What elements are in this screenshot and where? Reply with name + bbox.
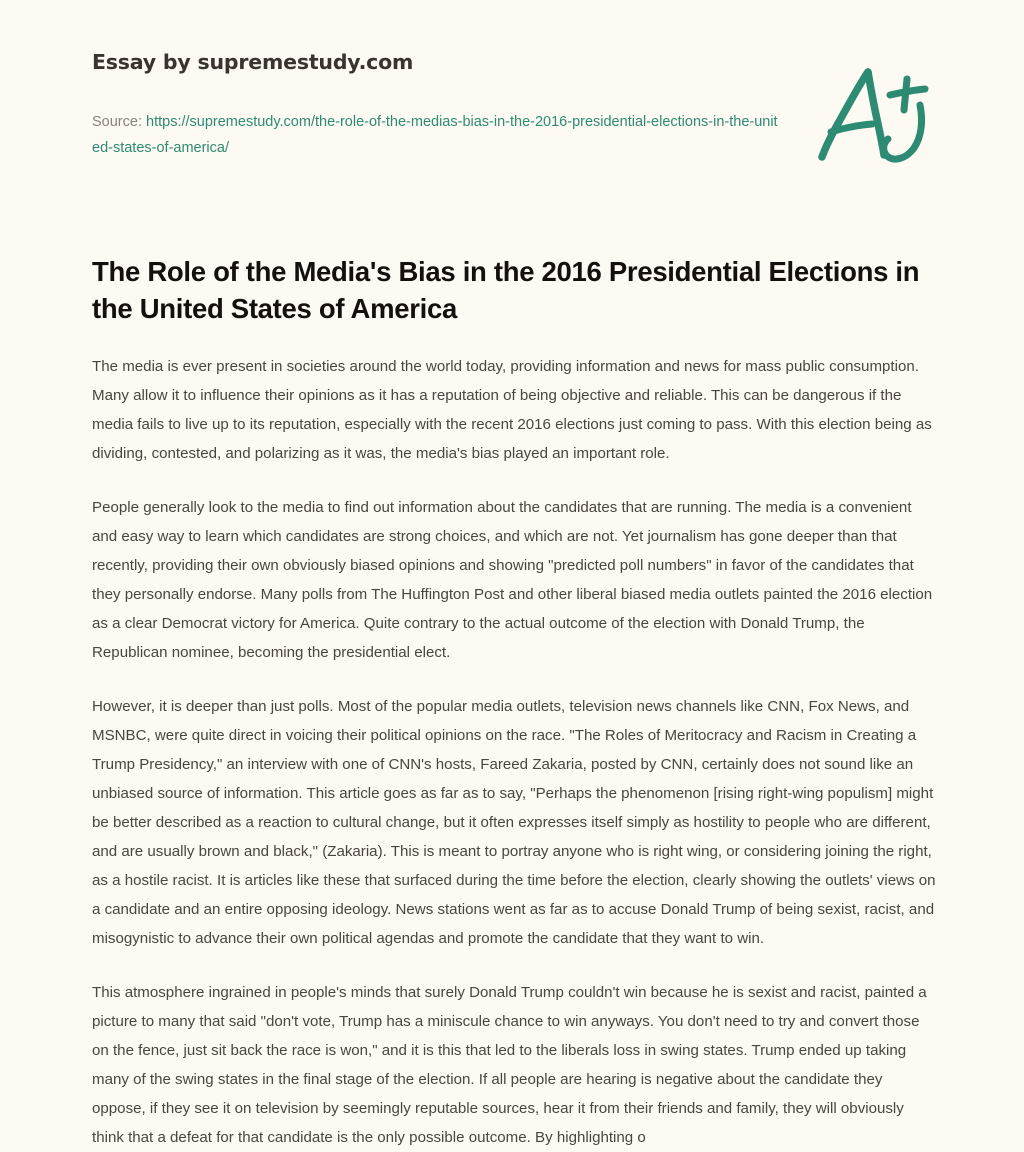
body-paragraph: This atmosphere ingrained in people's minds that surely Donald Trump couldn't win because he is sexist and racist, painted a picture to many that said "don't vote, Trump has a miniscule chance to win anyways. You don't need to try and convert those on the fence, just sit back the race is won," and it is this that led to the liberals loss in swing states. Trump ended up taking many of the swing states in the final stage of the election. If all people are hearing is negative about the candidate they oppose, if they see it on television by seemingly reputable sources, hear it from their friends and family, they will obviously think that a defeat for that candidate is the only possible outcome. By highlighting o xyxy=(92,984,927,1146)
source-url-link[interactable]: https://supremestudy.com/the-role-of-the-medias-bias-in-the-2016-presidential-elections-in-the-united-states-of-america/ xyxy=(92,113,778,156)
article-body xyxy=(92,352,937,1152)
source-label: Source: xyxy=(92,113,142,130)
document-header xyxy=(92,50,792,161)
body-paragraph: People generally look to the media to find out information about the candidates that are running. The media is a convenient and easy way to learn which candidates are strong choices, and which are not. Yet journalism has gone deeper than that recently, providing their own obviously biased opinions and showing "predicted poll numbers" in favor of the candidates that they personally endorse. Many polls from The Huffington Post and other liberal biased media outlets painted the 2016 election as a clear Democrat victory for America. Quite contrary to the actual outcome of the election with Donald Trump, the Republican nominee, becoming the presidential elect. xyxy=(92,499,933,661)
essay-attribution: Essay by supremestudy.com xyxy=(92,50,414,74)
source-line xyxy=(92,109,782,161)
body-paragraph: The media is ever present in societies around the world today, providing information and news for mass public consumption. Many allow it to influence their opinions as it has a reputation of being objective and reliable. This can be dangerous if the media fails to live up to its reputation, especially with the recent 2016 elections just coming to pass. With this election being as dividing, contested, and polarizing as it was, the media's bias played an important role. xyxy=(92,358,932,462)
body-paragraph: However, it is deeper than just polls. Most of the popular media outlets, television news channels like CNN, Fox News, and MSNBC, were quite direct in voicing their political opinions on the race. "The Roles of Meritocracy and Racism in Creating a Trump Presidency," an interview with one of CNN's hosts, Fareed Zakaria, posted by CNN, certainly does not sound like an unbiased source of information. This article goes as far as to say, "Perhaps the phenomenon [rising right-wing populism] might be better described as a reaction to cultural change, but it often expresses itself simply as hostility to people who are different, and are usually brown and black," (Zakaria). This is meant to portray anyone who is right wing, or considering joining the right, as a hostile racist. It is articles like these that surfaced during the time before the election, clearly showing the outlets' views on a candidate and an entire opposing ideology. News stations went as far as to accuse Donald Trump of being sexist, racist, and misogynistic to advance their own political agendas and promote the candidate that they want to win. xyxy=(92,698,936,947)
a-plus-logo xyxy=(806,58,936,173)
page-title: The Role of the Media's Bias in the 2016 Presidential Elections in the United States of America xyxy=(92,256,920,324)
a-plus-icon xyxy=(806,58,936,173)
